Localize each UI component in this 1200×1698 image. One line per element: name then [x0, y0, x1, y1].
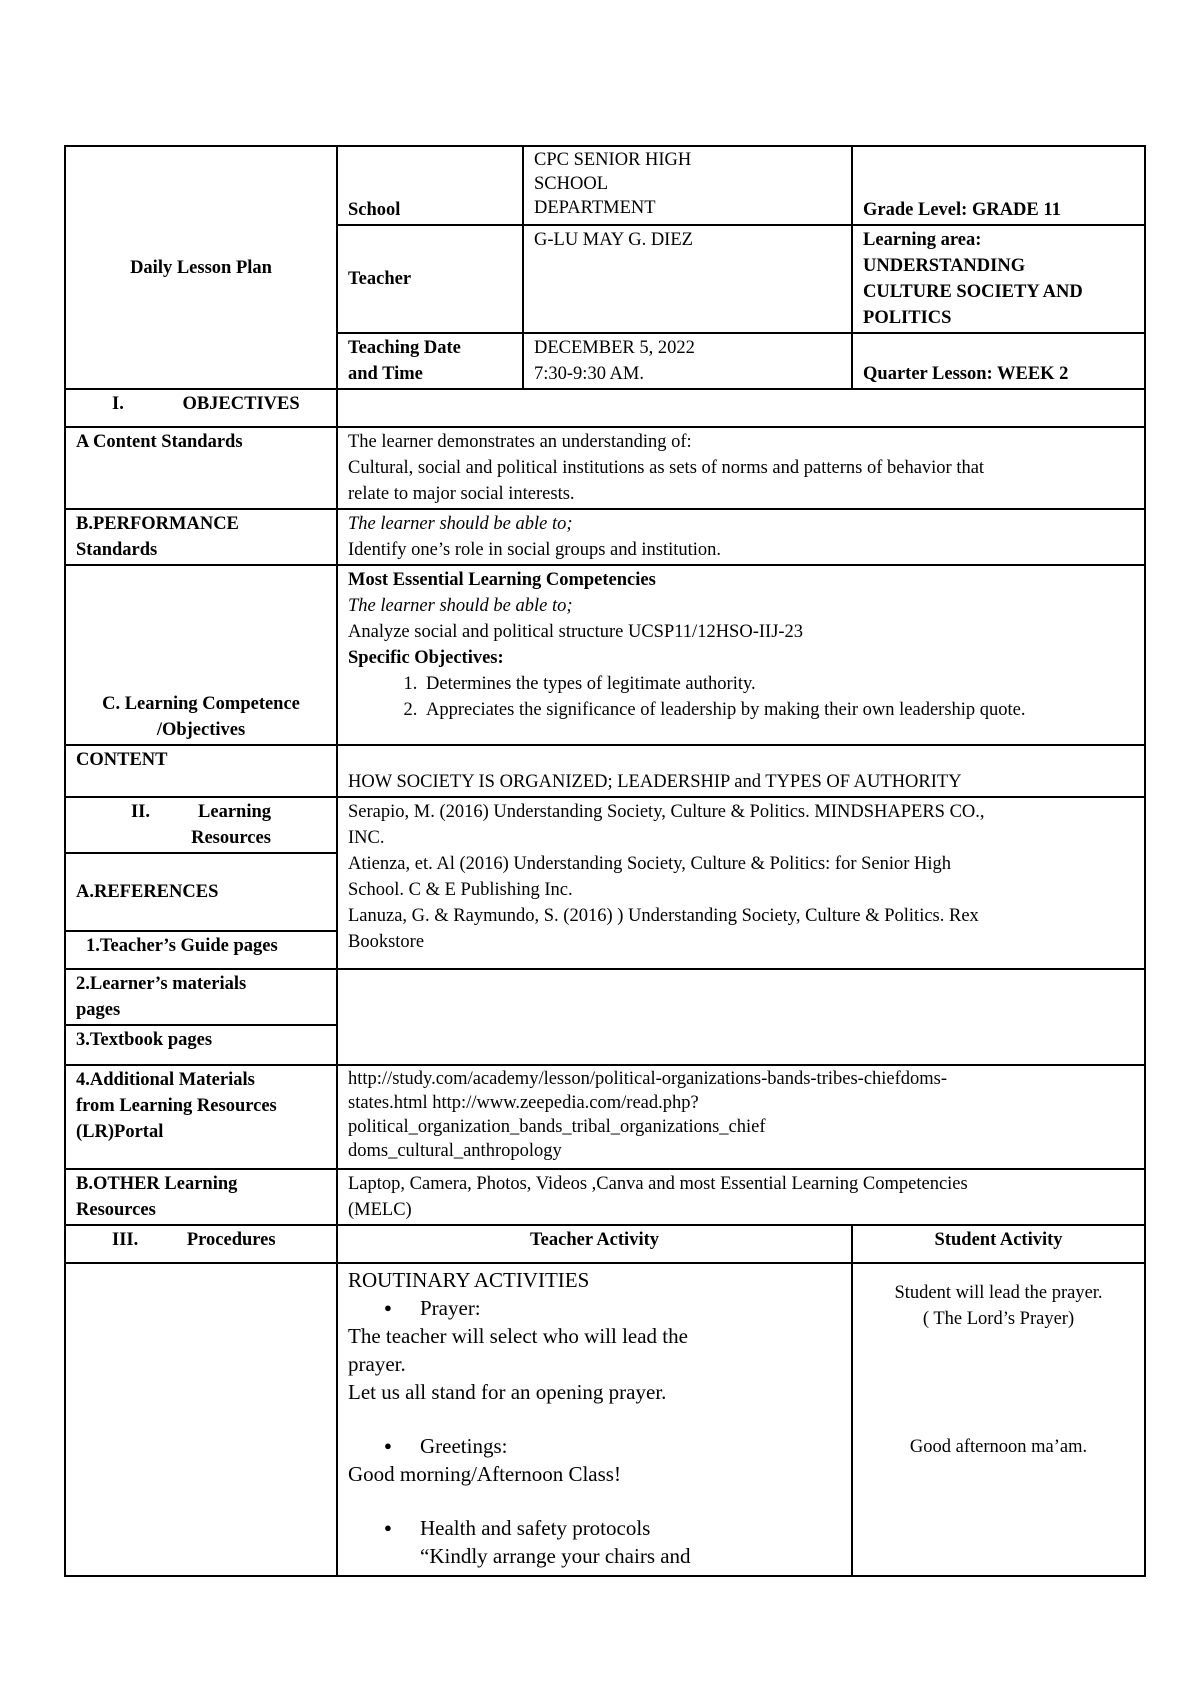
- prayer-line: Let us all stand for an opening prayer.: [348, 1380, 667, 1404]
- specific-objective-item: 2. Appreciates the significance of leadership by making their own leadership quote.: [422, 697, 1134, 723]
- reference-line: INC.: [348, 828, 385, 848]
- competence-label-line: /Objectives: [156, 720, 246, 740]
- reference-line: Bookstore: [348, 932, 425, 952]
- resources-num: II.: [130, 802, 151, 822]
- learning-area-cell: [852, 225, 1145, 333]
- procedures-heading-cell: [65, 1225, 337, 1263]
- performance-intro: The learner should be able to;: [348, 514, 573, 534]
- school-value-line: CPC SENIOR HIGH: [534, 150, 692, 170]
- competence-label-line: C. Learning Competence: [102, 694, 300, 714]
- additional-link-line: states.html http://www.zeepedia.com/read.php?: [348, 1093, 699, 1113]
- content-standards-label: A Content Standards: [76, 432, 243, 452]
- references-label: A.REFERENCES: [76, 882, 219, 902]
- learning-area-line: CULTURE SOCIETY AND: [863, 282, 1083, 302]
- school-label: School: [348, 200, 401, 220]
- performance-label-line: Standards: [76, 540, 158, 560]
- lm-label-line: 2.Learner’s materials: [76, 974, 247, 994]
- student-prayer-line: Student will lead the prayer.: [894, 1283, 1103, 1303]
- objectives-heading: OBJECTIVES: [182, 394, 300, 414]
- prayer-bullet: ● Prayer:: [348, 1294, 841, 1322]
- reference-line: Lanuza, G. & Raymundo, S. (2016) ) Understanding Society, Culture & Politics. Rex: [348, 906, 979, 926]
- content-standards-label-cell: [65, 427, 337, 509]
- lm-textbook-empty-cell: [337, 969, 1145, 1065]
- specific-objective-item: 1. Determines the types of legitimate authority.: [422, 671, 1134, 697]
- lesson-plan-table: [64, 145, 1146, 1577]
- additional-link-line: http://study.com/academy/lesson/political-organizations-bands-tribes-chiefdoms-: [348, 1069, 948, 1089]
- school-value-line: SCHOOL: [534, 174, 609, 194]
- health-bullet-list: [348, 1514, 841, 1542]
- prayer-line: The teacher will select who will lead the: [348, 1324, 688, 1348]
- health-text: “Kindly arrange your chairs and: [420, 1544, 691, 1568]
- content-standards-cell: [337, 427, 1145, 509]
- other-label-cell: [65, 1169, 337, 1225]
- additional-link-line: political_organization_bands_tribal_organizations_chief: [348, 1117, 766, 1137]
- school-value-cell: [523, 146, 852, 225]
- grade-level: Grade Level: GRADE 11: [863, 200, 1061, 220]
- prayer-bullet-list: [348, 1294, 841, 1322]
- objectives-heading-cell: [65, 389, 337, 427]
- learning-area-line: Learning area: UNDERSTANDING: [863, 230, 1026, 276]
- teacher-label: Teacher: [348, 269, 412, 289]
- additional-label-line: from Learning Resources: [76, 1096, 277, 1116]
- teacher-value-cell: [523, 225, 852, 333]
- references-label-cell: [65, 853, 337, 931]
- additional-cell: [337, 1065, 1145, 1169]
- other-line: (MELC): [348, 1200, 412, 1220]
- procedures-heading: Procedures: [186, 1230, 276, 1250]
- procedures-num: III.: [112, 1230, 139, 1250]
- teacher-activity-cell: [337, 1263, 852, 1576]
- quarter-cell: [852, 333, 1145, 389]
- health-bullet: ● Health and safety protocols: [348, 1514, 841, 1542]
- teacher-activity-label: Teacher Activity: [530, 1230, 659, 1250]
- competence-cell: [337, 565, 1145, 745]
- tg-label: 1.Teacher’s Guide pages: [86, 936, 278, 956]
- lm-label-line: pages: [76, 1000, 121, 1020]
- lm-label-cell: [65, 969, 337, 1025]
- melc-text: Analyze social and political structure UCSP11/12HSO-IIJ-23: [348, 622, 804, 642]
- content-cell: [337, 745, 1145, 797]
- date-label-line: and Time: [348, 364, 423, 384]
- content-text: HOW SOCIETY IS ORGANIZED; LEADERSHIP and TYPES OF AUTHORITY: [348, 772, 962, 792]
- content-label-cell: [65, 745, 337, 797]
- student-activity-label: Student Activity: [934, 1230, 1063, 1250]
- resources-heading-cell: [65, 797, 337, 853]
- content-standards-line: Cultural, social and political institutions as sets of norms and patterns of behavior that: [348, 458, 985, 478]
- references-cell: [337, 797, 1145, 969]
- additional-label-line: (LR)Portal: [76, 1122, 164, 1142]
- textbook-label: 3.Textbook pages: [76, 1030, 213, 1050]
- learning-area-line: POLITICS: [863, 308, 952, 328]
- greetings-bullet: ● Greetings:: [348, 1432, 841, 1460]
- reference-line: Serapio, M. (2016) Understanding Society, Culture & Politics. MINDSHAPERS CO.,: [348, 802, 985, 822]
- objectives-empty-cell: [337, 389, 1145, 427]
- student-prayer-line: ( The Lord’s Prayer): [922, 1309, 1075, 1329]
- student-activity-header: [852, 1225, 1145, 1263]
- teacher-activity-header: [337, 1225, 852, 1263]
- performance-label-line: B.PERFORMANCE: [76, 514, 239, 534]
- resources-heading-row1: [76, 799, 326, 825]
- specific-objectives-list: [348, 671, 1134, 723]
- textbook-label-cell: [65, 1025, 337, 1065]
- content-standards-line: The learner demonstrates an understanding of:: [348, 432, 692, 452]
- specific-objectives-heading: Specific Objectives:: [348, 648, 504, 668]
- date-value-line: DECEMBER 5, 2022: [534, 338, 695, 358]
- dlp-title-cell: [65, 146, 337, 389]
- date-label-cell: [337, 333, 523, 389]
- routine-title: ROUTINARY ACTIVITIES: [348, 1268, 590, 1292]
- prayer-line: prayer.: [348, 1352, 406, 1376]
- other-cell: [337, 1169, 1145, 1225]
- other-line: Laptop, Camera, Photos, Videos ,Canva and most Essential Learning Competencies: [348, 1174, 968, 1194]
- other-label-line: Resources: [76, 1200, 156, 1220]
- reference-line: Atienza, et. Al (2016) Understanding Society, Culture & Politics: for Senior High: [348, 854, 952, 874]
- greetings-bullet-list: [348, 1432, 841, 1460]
- competence-label-cell: [65, 565, 337, 745]
- content-standards-line: relate to major social interests.: [348, 484, 575, 504]
- additional-link-line: doms_cultural_anthropology: [348, 1141, 562, 1161]
- performance-text: Identify one’s role in social groups and institution.: [348, 540, 722, 560]
- performance-cell: [337, 509, 1145, 565]
- school-value-line: DEPARTMENT: [534, 198, 656, 218]
- additional-label-cell: [65, 1065, 337, 1169]
- student-greeting: Good afternoon ma’am.: [909, 1437, 1088, 1457]
- reference-line: School. C & E Publishing Inc.: [348, 880, 573, 900]
- student-activity-cell: [852, 1263, 1145, 1576]
- resources-heading-line: Resources: [191, 828, 271, 848]
- dlp-title: Daily Lesson Plan: [130, 257, 272, 278]
- spacer: [863, 1332, 1134, 1434]
- grade-level-cell: [852, 146, 1145, 225]
- spacer: [348, 1406, 841, 1432]
- date-value-line: 7:30-9:30 AM.: [534, 364, 644, 384]
- melc-intro: The learner should be able to;: [348, 596, 573, 616]
- performance-label-cell: [65, 509, 337, 565]
- objectives-num: I.: [112, 394, 124, 414]
- quarter-lesson: Quarter Lesson: WEEK 2: [863, 364, 1069, 384]
- date-value-cell: [523, 333, 852, 389]
- content-label: CONTENT: [76, 750, 168, 770]
- school-label-cell: [337, 146, 523, 225]
- melc-heading: Most Essential Learning Competencies: [348, 570, 656, 590]
- tg-label-cell: [65, 931, 337, 969]
- additional-label-line: 4.Additional Materials: [76, 1070, 255, 1090]
- date-label-line: Teaching Date: [348, 338, 461, 358]
- greetings-text: Good morning/Afternoon Class!: [348, 1462, 621, 1486]
- teacher-label-cell: [337, 225, 523, 333]
- teacher-value: G-LU MAY G. DIEZ: [534, 230, 693, 250]
- other-label-line: B.OTHER Learning: [76, 1174, 238, 1194]
- spacer: [348, 1488, 841, 1514]
- resources-heading-line: Learning: [198, 802, 271, 822]
- procedures-empty-cell: [65, 1263, 337, 1576]
- lesson-plan-page: [64, 145, 1144, 1577]
